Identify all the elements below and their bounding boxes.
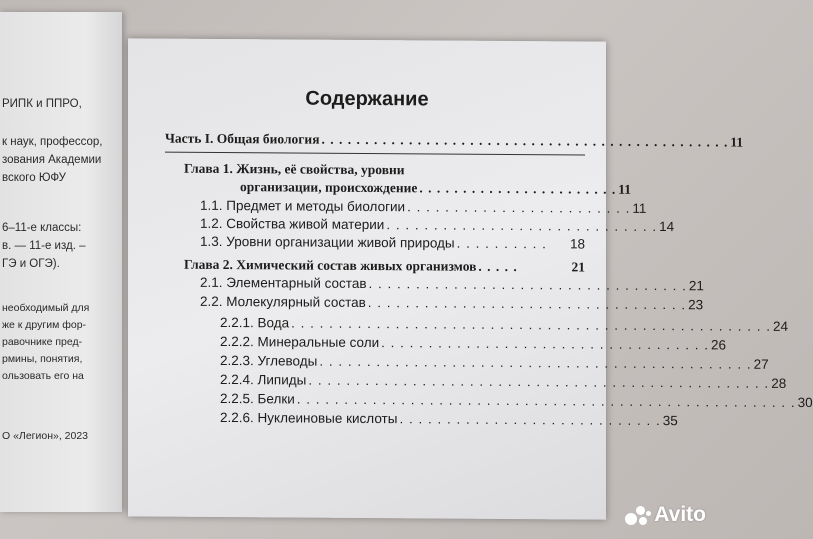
toc-page-number: 11 — [618, 181, 632, 197]
toc-entry-text: организации, происхождение — [240, 179, 418, 196]
toc-subsection-row — [220, 333, 726, 353]
left-page-line: РИПК и ППРО, — [2, 98, 82, 110]
toc-leader: . . . . . . . . . . . . . . . . . . . . . . . . . . . . . . . . . . . . . . . . . . . . . . . . . . . — [291, 315, 771, 334]
toc-leader: . . . . . . . . . . . . . . . . . . . . . . . . — [407, 199, 631, 216]
left-page-line: вского ЮФУ — [2, 172, 66, 184]
toc-leader: . . . . . . . . . . . . . . . . . . . . . . . . . . . . . . . . . . . . . . . . . . . . . . . — [321, 131, 729, 150]
toc-leader: . . . . . . . . . . . . . . . . . . . . . . . . . . . . . . . . . . . — [381, 335, 709, 353]
toc-entry-text: 2.2.4. Липиды — [220, 371, 307, 388]
toc-leader: . . . . . . . . . . . . . . . . . . . . . . . . . . . . . . . . . . . . . . . . . . . . . . . . . — [308, 372, 770, 391]
avito-label: Avito — [654, 503, 706, 526]
left-page — [0, 12, 122, 512]
toc-entry-text: 1.2. Свойства живой материи — [200, 215, 385, 233]
toc-page-number: 28 — [771, 375, 787, 391]
toc-page-number: 11 — [730, 134, 744, 150]
toc-entry-text: 2.2.3. Углеводы — [220, 352, 318, 369]
toc-chapter-row — [184, 161, 585, 180]
toc-chapter-row — [184, 257, 585, 276]
left-page-line: рмины, понятия, — [2, 353, 83, 365]
toc-section-row — [200, 293, 704, 313]
toc-leader: . . . . . — [478, 258, 518, 275]
toc-entry-text: 1.1. Предмет и методы биологии — [200, 197, 406, 215]
toc-part-row — [165, 130, 744, 150]
left-page-line: ГЭ и ОГЭ). — [2, 258, 60, 270]
toc-entry-text: 1.3. Уровни организации живой природы — [200, 233, 455, 251]
toc-leader: . . . . . . . . . . . . . . . . . . . . . . . . . . . . . — [386, 217, 658, 235]
left-page-line: же к другим фор- — [2, 319, 87, 331]
toc-page-number: 26 — [710, 337, 726, 353]
toc-subsection-row — [220, 409, 678, 429]
part-underline — [165, 152, 585, 156]
toc-page-number: 27 — [753, 356, 769, 372]
toc-page-number: 30 — [797, 395, 813, 411]
avito-logo-icon — [625, 504, 651, 526]
toc-entry-text: Глава 1. Жизнь, её свойства, уровни — [184, 160, 405, 178]
toc-section-row — [200, 274, 704, 294]
toc-page-number: 14 — [659, 219, 675, 235]
left-page-line: 6–11-е классы: — [2, 222, 82, 234]
toc-section-row — [200, 197, 647, 216]
toc-page-number: 24 — [772, 318, 788, 334]
left-page-line: ользовать его на — [2, 370, 84, 382]
left-page-line: зования Академии — [2, 154, 102, 166]
toc-page-number: 11 — [632, 200, 647, 216]
avito-watermark — [625, 503, 706, 527]
toc-leader: . . . . . . . . . . . . . . . . . . . . . . . . . . . . — [399, 411, 661, 429]
toc-page-number: 21 — [571, 259, 585, 275]
toc-entry-text: Часть I. Общая биология — [165, 130, 320, 147]
toc-section-row — [200, 215, 675, 235]
toc-entry-text: Глава 2. Химический состав живых организмов — [184, 256, 477, 274]
toc-chapter-row — [240, 179, 632, 197]
left-page-line: в. — 11-е изд. – — [2, 240, 86, 252]
toc-subsection-row — [220, 352, 769, 372]
toc-title: Содержание — [305, 87, 429, 111]
toc-entry-text: 2.2.1. Вода — [220, 314, 290, 331]
toc-leader: . . . . . . . . . . — [456, 235, 547, 252]
toc-subsection-row — [220, 314, 788, 334]
toc-leader: . . . . . . . . . . . . . . . . . . . . . . . — [419, 180, 617, 197]
toc-page-number: 18 — [569, 236, 585, 252]
toc-entry-text: 2.2.6. Нуклеиновые кислоты — [220, 409, 398, 427]
toc-entry-text: 2.2.2. Минеральные соли — [220, 333, 380, 351]
left-page-line: необходимый для — [2, 302, 90, 314]
toc-subsection-row — [220, 390, 813, 411]
left-page-line: к наук, профессор, — [2, 136, 103, 148]
toc-page-number: 35 — [662, 413, 678, 429]
toc-page-number: 23 — [688, 297, 704, 313]
toc-leader: . . . . . . . . . . . . . . . . . . . . . . . . . . . . . . . . . . . . . . . . . . . . . . — [319, 353, 752, 372]
toc-entry-text: 2.1. Элементарный состав — [200, 274, 367, 291]
left-page-line: О «Легион», 2023 — [2, 430, 89, 442]
left-page-line: равочнике пред- — [2, 336, 83, 348]
toc-page-number: 21 — [688, 278, 704, 294]
toc-leader: . . . . . . . . . . . . . . . . . . . . . . . . . . . . . . . . . . — [367, 295, 687, 313]
toc-subsection-row — [220, 371, 787, 391]
toc-section-row — [200, 234, 585, 252]
toc-entry-text: 2.2. Молекулярный состав — [200, 293, 366, 310]
toc-leader: . . . . . . . . . . . . . . . . . . . . . . . . . . . . . . . . . . — [368, 276, 687, 294]
toc-leader: . . . . . . . . . . . . . . . . . . . . . . . . . . . . . . . . . . . . . . . . . . . . . . . . . . . . . — [296, 391, 796, 410]
toc-entry-text: 2.2.5. Белки — [220, 390, 295, 407]
